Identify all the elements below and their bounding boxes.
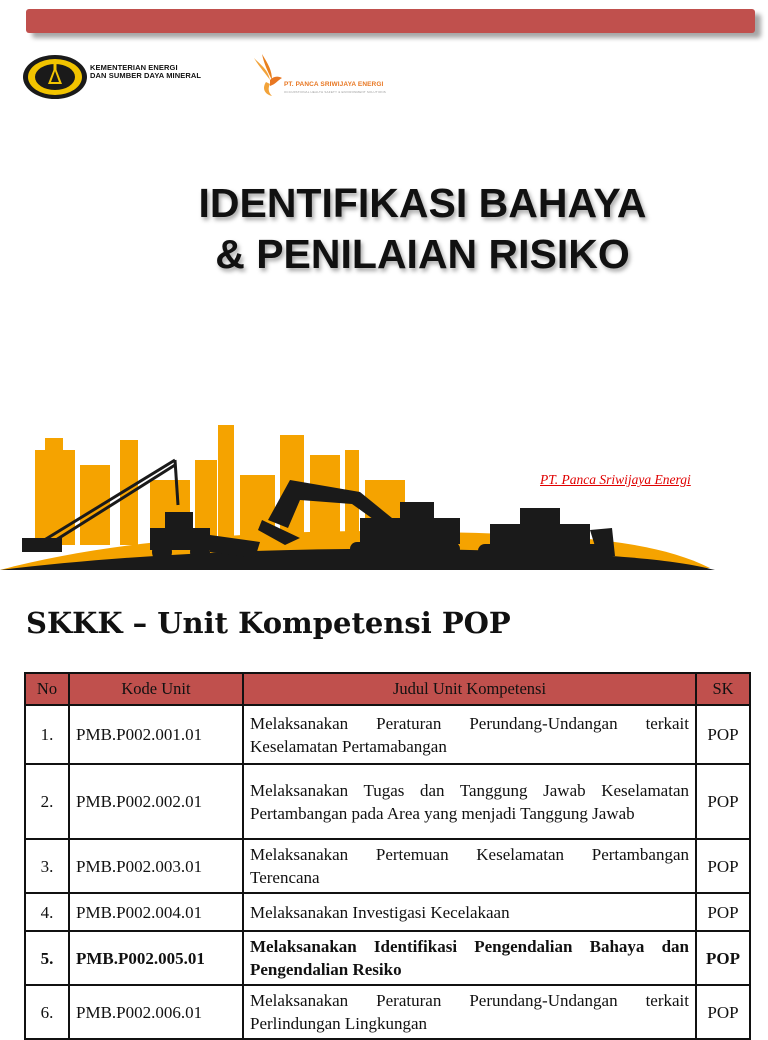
cell-no: 6. bbox=[25, 985, 69, 1039]
cell-sk: POP bbox=[696, 764, 750, 839]
table-row bbox=[25, 705, 750, 764]
cell-no: 1. bbox=[25, 705, 69, 764]
ministry-line-2: DAN SUMBER DAYA MINERAL bbox=[90, 71, 202, 80]
table-row bbox=[25, 931, 750, 985]
top-red-bar bbox=[26, 9, 755, 33]
cell-kode: PMB.P002.001.01 bbox=[69, 705, 243, 764]
company-link[interactable]: PT. Panca Sriwijaya Energi bbox=[540, 472, 691, 487]
table-row bbox=[25, 985, 750, 1039]
header-judul-unit: Judul Unit Kompetensi bbox=[243, 673, 696, 705]
cell-kode: PMB.P002.003.01 bbox=[69, 839, 243, 893]
cell-sk: POP bbox=[696, 893, 750, 931]
table-row bbox=[25, 839, 750, 893]
logo-row bbox=[22, 52, 402, 104]
cell-kode: PMB.P002.005.01 bbox=[69, 931, 243, 985]
cell-kode: PMB.P002.004.01 bbox=[69, 893, 243, 931]
cell-kode: PMB.P002.002.01 bbox=[69, 764, 243, 839]
table-header-row bbox=[25, 673, 750, 705]
cell-no: 4. bbox=[25, 893, 69, 931]
title-line-2: & PENILAIAN RISIKO bbox=[215, 231, 630, 277]
mining-equipment-illustration bbox=[0, 420, 768, 575]
cell-judul: Melaksanakan Investigasi Kecelakaan bbox=[243, 893, 696, 931]
ministry-line-1: KEMENTERIAN ENERGI bbox=[90, 63, 178, 72]
cell-judul: Melaksanakan Pertemuan Keselamatan Pertambangan Terencana bbox=[243, 839, 696, 893]
ministry-name bbox=[90, 64, 201, 80]
industrial-skyline bbox=[35, 425, 405, 545]
cell-judul: Melaksanakan Peraturan Perundang-Undangan terkait Perlindungan Lingkungan bbox=[243, 985, 696, 1039]
cell-no: 5. bbox=[25, 931, 69, 985]
bird-logo-icon bbox=[248, 52, 288, 98]
table-row bbox=[25, 893, 750, 931]
dozer-silhouette bbox=[478, 508, 615, 558]
header-no: No bbox=[25, 673, 69, 705]
cell-judul: Melaksanakan Identifikasi Pengendalian Bahaya dan Pengendalian Resiko bbox=[243, 931, 696, 985]
table-row bbox=[25, 764, 750, 839]
competency-table bbox=[24, 672, 751, 1040]
cell-sk: POP bbox=[696, 931, 750, 985]
cell-judul: Melaksanakan Tugas dan Tanggung Jawab Keselamatan Pertambangan pada Area yang menjadi Tanggung Jawab bbox=[243, 764, 696, 839]
cell-sk: POP bbox=[696, 839, 750, 893]
cell-no: 2. bbox=[25, 764, 69, 839]
partner-name: PT. PANCA SRIWIJAYA ENERGI bbox=[284, 81, 384, 88]
title-line-1: IDENTIFIKASI BAHAYA bbox=[198, 180, 647, 226]
header-kode-unit: Kode Unit bbox=[69, 673, 243, 705]
cell-no: 3. bbox=[25, 839, 69, 893]
section-heading: SKKK – Unit Kompetensi POP bbox=[26, 606, 511, 640]
slide-title bbox=[150, 178, 695, 280]
esdm-emblem-icon bbox=[22, 54, 88, 100]
partner-tagline: OCCUPATIONAL HEALTH SAFETY & ENVIRONMENT SOLUTIONS bbox=[284, 90, 386, 94]
header-sk: SK bbox=[696, 673, 750, 705]
cell-judul: Melaksanakan Peraturan Perundang-Undangan terkait Keselamatan Pertamabangan bbox=[243, 705, 696, 764]
cell-sk: POP bbox=[696, 705, 750, 764]
cell-kode: PMB.P002.006.01 bbox=[69, 985, 243, 1039]
cell-sk: POP bbox=[696, 985, 750, 1039]
